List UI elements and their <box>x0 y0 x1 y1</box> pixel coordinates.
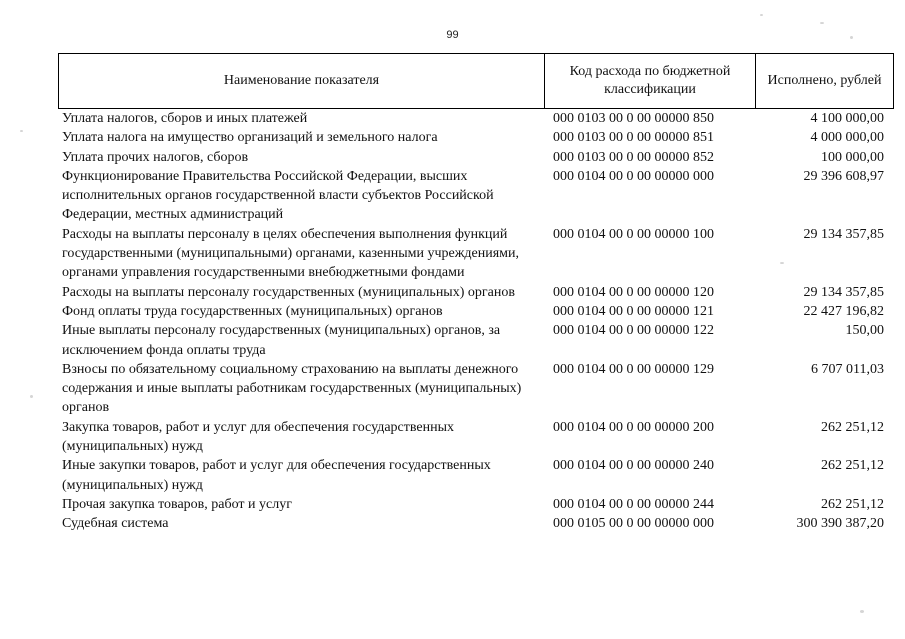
table-row <box>62 321 894 360</box>
row-name: Иные закупки товаров, работ и услуг для обеспечения государственных (муниципальных) нужд <box>62 458 491 493</box>
table-row <box>62 109 894 128</box>
row-name: Судебная система <box>62 516 169 532</box>
row-amount: 22 427 196,82 <box>803 303 884 319</box>
table-row <box>62 148 894 167</box>
table-row <box>62 167 894 225</box>
row-amount: 29 134 357,85 <box>803 226 884 242</box>
row-amount: 262 251,12 <box>821 419 884 435</box>
table-row <box>62 128 894 147</box>
page-number: 99 <box>446 29 459 41</box>
row-code: 000 0104 00 0 00 00000 000 <box>553 168 714 184</box>
row-code: 000 0103 00 0 00 00000 852 <box>553 149 714 165</box>
table-row <box>62 302 894 321</box>
scan-noise <box>20 130 23 132</box>
table-row <box>62 225 894 283</box>
row-code: 000 0105 00 0 00 00000 000 <box>553 516 714 532</box>
table-row <box>62 514 894 533</box>
column-header-code: Код расхода по бюджетной классификации <box>545 54 756 109</box>
row-amount: 150,00 <box>845 323 884 339</box>
row-amount: 4 000 000,00 <box>810 130 884 146</box>
row-name: Функционирование Правительства Российской Федерации, высших исполнительных органов государственной власти субъектов Российской Федерации, местных администраций <box>62 168 494 223</box>
row-code: 000 0104 00 0 00 00000 200 <box>553 419 714 435</box>
row-name: Закупка товаров, работ и услуг для обеспечения государственных (муниципальных) нужд <box>62 419 455 455</box>
table-row <box>62 418 894 457</box>
scan-noise <box>760 14 763 16</box>
scan-noise <box>780 262 784 264</box>
table-header <box>58 53 894 109</box>
row-code: 000 0104 00 0 00 00000 122 <box>553 323 714 339</box>
row-amount: 262 251,12 <box>821 496 884 512</box>
row-name: Взносы по обязательному социальному страхованию на выплаты денежного содержания и иные выплаты работникам государственных (муниципальных) органов <box>62 361 522 416</box>
table-row <box>62 456 894 495</box>
row-name: Иные выплаты персоналу государственных (муниципальных) органов, за исключением фонда оплаты труда <box>62 323 501 358</box>
table-row <box>62 360 894 418</box>
table-row <box>62 495 894 514</box>
row-code: 000 0103 00 0 00 00000 850 <box>553 111 714 126</box>
row-amount: 262 251,12 <box>821 458 884 474</box>
row-amount: 4 100 000,00 <box>810 111 884 126</box>
row-amount: 100 000,00 <box>821 149 884 165</box>
row-name: Уплата налогов, сборов и иных платежей <box>62 111 308 126</box>
scan-noise <box>820 22 824 24</box>
column-header-executed: Исполнено, рублей <box>756 54 894 109</box>
row-name: Фонд оплаты труда государственных (муниципальных) органов <box>62 303 443 319</box>
row-name: Уплата налога на имущество организаций и земельного налога <box>62 130 438 146</box>
row-code: 000 0104 00 0 00 00000 100 <box>553 226 714 242</box>
row-code: 000 0104 00 0 00 00000 129 <box>553 361 714 377</box>
row-code: 000 0104 00 0 00 00000 240 <box>553 458 714 474</box>
scan-noise <box>800 520 803 522</box>
row-code: 000 0104 00 0 00 00000 244 <box>553 496 714 512</box>
row-amount: 300 390 387,20 <box>796 516 884 532</box>
row-code: 000 0104 00 0 00 00000 120 <box>553 284 714 300</box>
scan-noise <box>860 610 864 613</box>
row-name: Расходы на выплаты персоналу в целях обеспечения выполнения функций государственными (муниципальными) органами, казенными учреждениями, органами управления государственными внебюджетными фондами <box>62 226 519 281</box>
scan-noise <box>850 36 853 39</box>
row-amount: 29 134 357,85 <box>803 284 884 300</box>
column-header-name: Наименование показателя <box>59 54 545 109</box>
table-row <box>62 283 894 302</box>
row-name: Расходы на выплаты персоналу государственных (муниципальных) органов <box>62 284 515 300</box>
row-name: Уплата прочих налогов, сборов <box>62 149 249 165</box>
row-name: Прочая закупка товаров, работ и услуг <box>62 496 292 512</box>
table-body <box>62 109 894 534</box>
scan-noise <box>30 395 33 398</box>
row-amount: 6 707 011,03 <box>811 361 884 377</box>
row-code: 000 0104 00 0 00 00000 121 <box>553 303 714 319</box>
row-code: 000 0103 00 0 00 00000 851 <box>553 130 714 146</box>
row-amount: 29 396 608,97 <box>803 168 884 184</box>
